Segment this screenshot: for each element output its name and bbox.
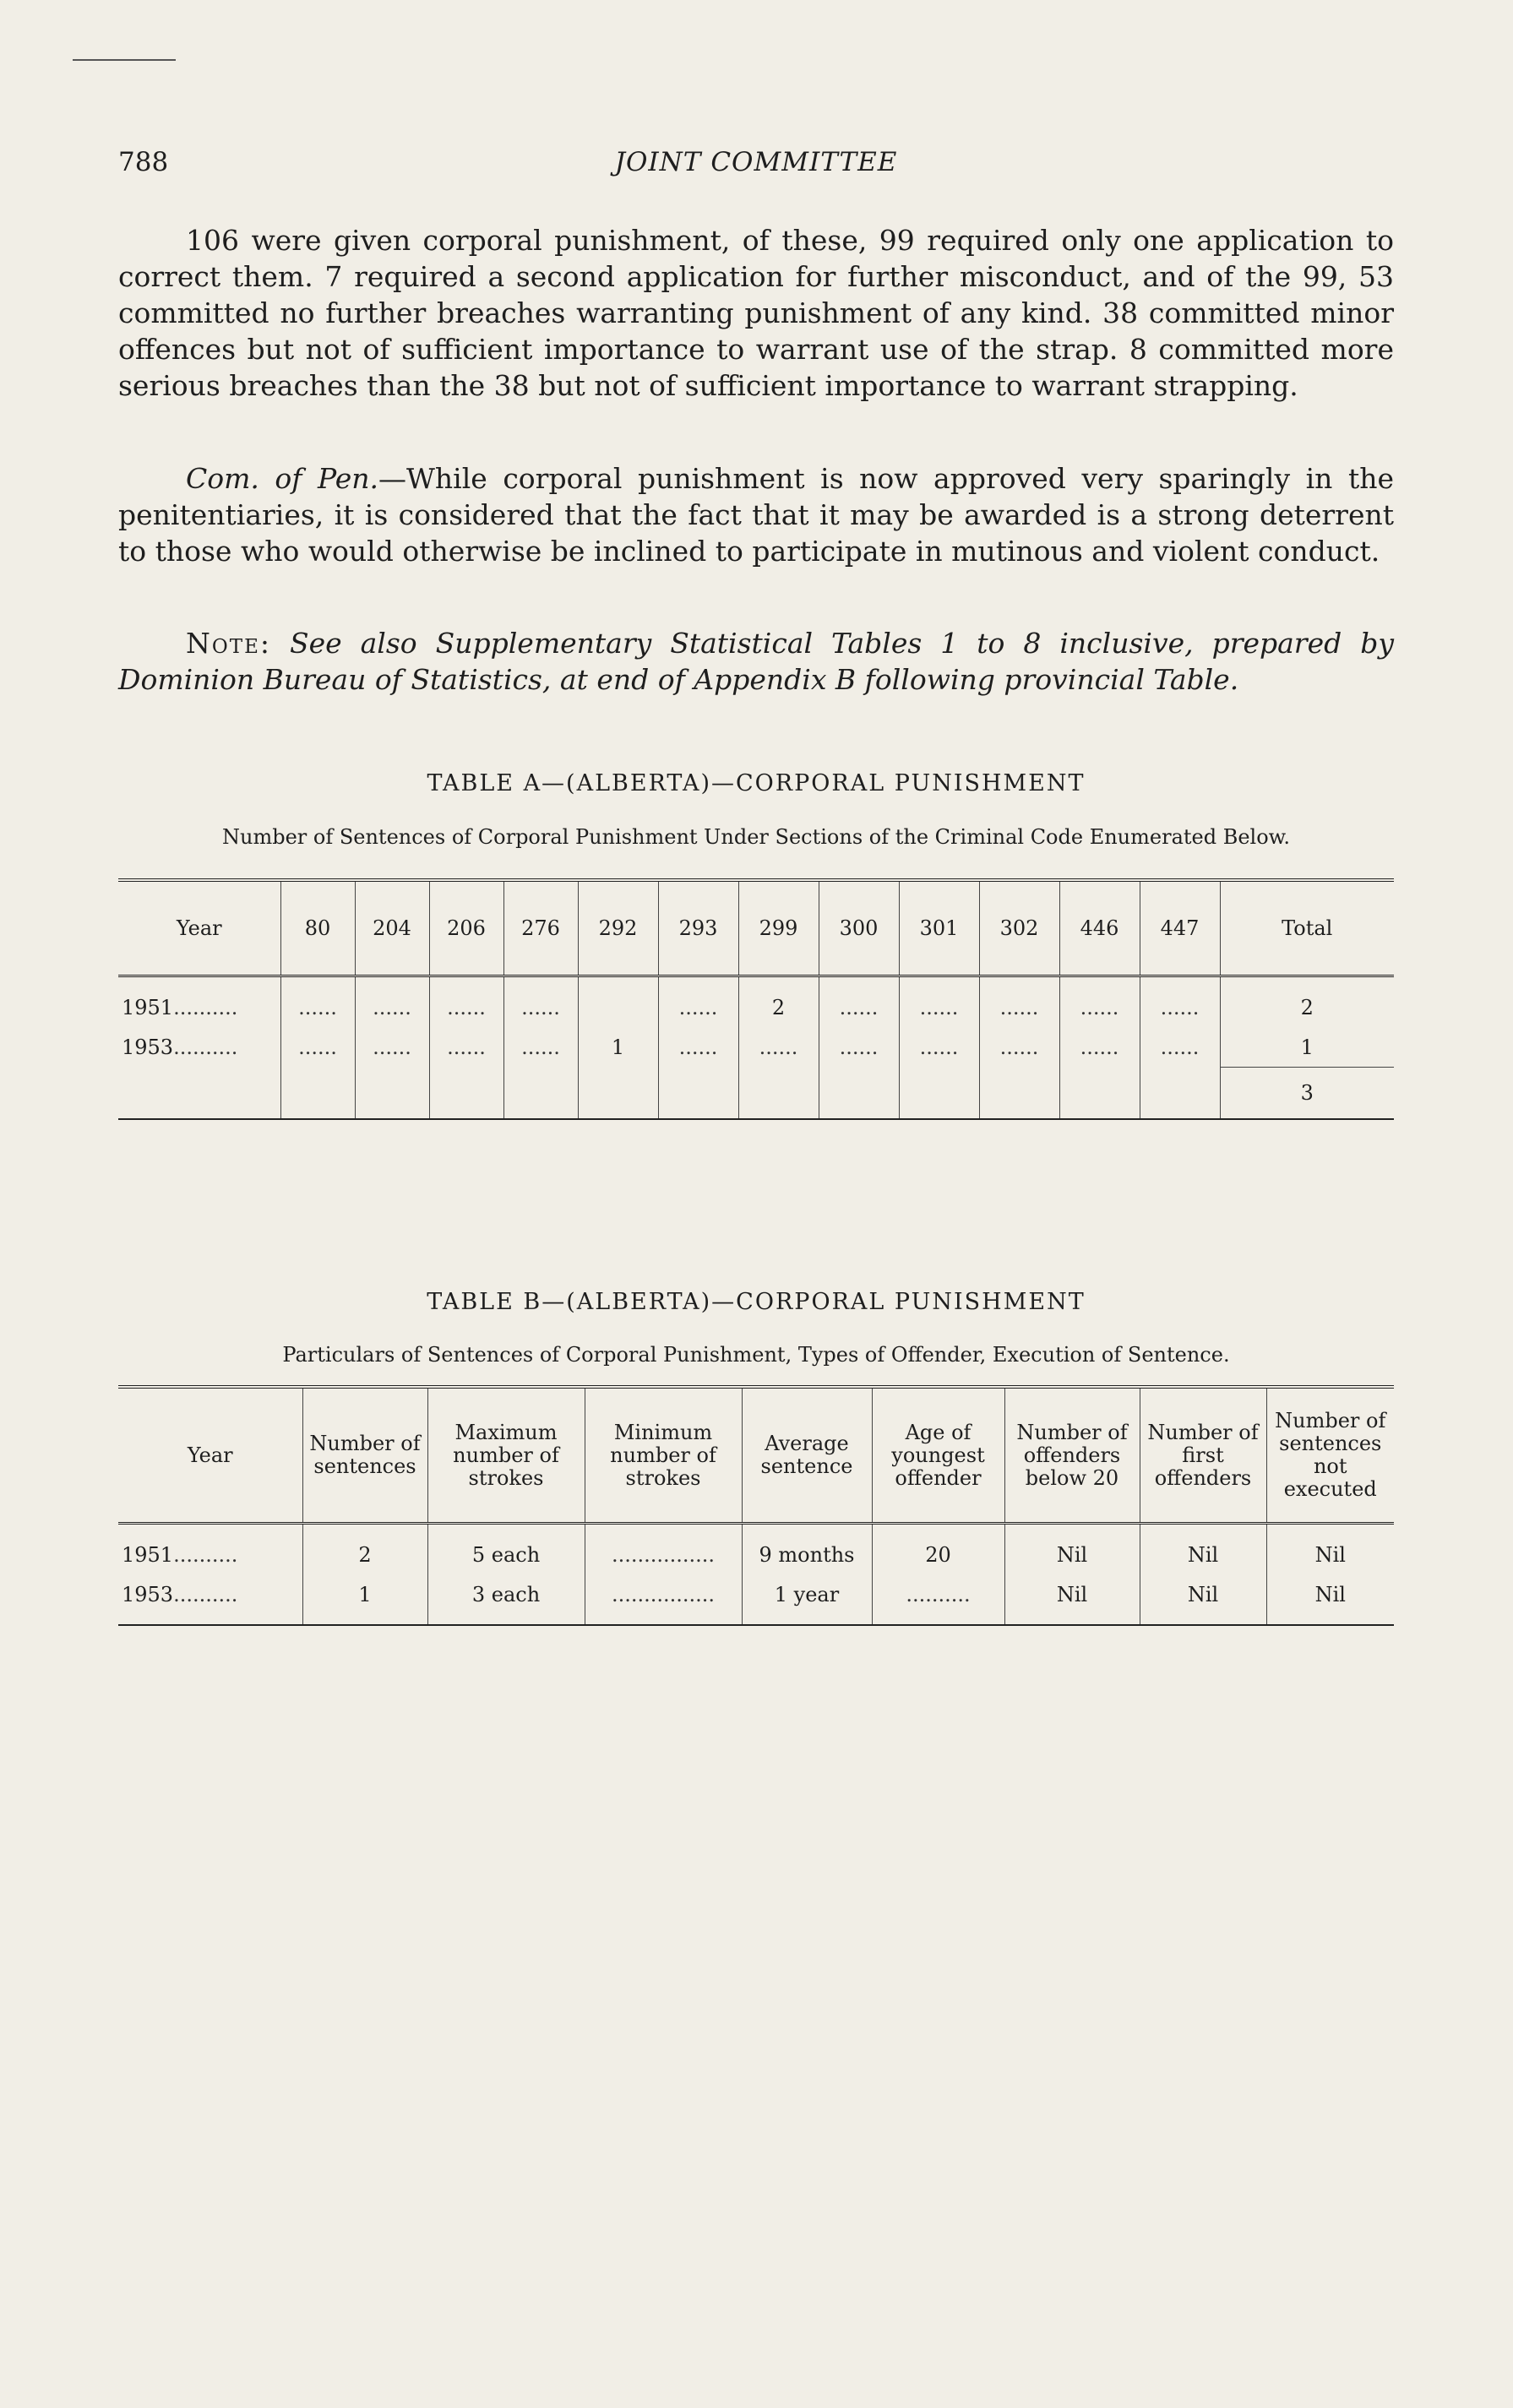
speaker-label: Com. of Pen. bbox=[186, 462, 378, 495]
column-header: 293 bbox=[658, 880, 738, 976]
column-header: Total bbox=[1220, 880, 1394, 976]
table-cell: 5 each bbox=[427, 1535, 585, 1574]
column-header: 301 bbox=[899, 880, 979, 976]
page-header bbox=[118, 147, 1394, 184]
column-header: 204 bbox=[355, 880, 429, 976]
table-cell: 3 each bbox=[427, 1574, 585, 1614]
column-header: Number of sentences bbox=[302, 1387, 427, 1524]
table-cell: 1 year bbox=[742, 1574, 872, 1614]
paragraph-statistics bbox=[118, 222, 1394, 404]
table-b-title: TABLE B—(ALBERTA)—CORPORAL PUNISHMENT bbox=[427, 1289, 1086, 1315]
table-cell-total: 2 bbox=[1220, 987, 1394, 1027]
column-header: 276 bbox=[503, 880, 578, 976]
note-label: Note: bbox=[186, 627, 271, 660]
paragraph-text: —While corporal punishment is now approved very sparingly in the penitentiaries, it is considered that the fact that it may be awarded is a strong deterrent to those who would otherwise be inclined to participate in mutinous and violent conduct. bbox=[118, 462, 1394, 568]
note-text: See also Supplementary Statistical Tables 1 to 8 inclusive, prepared by Dominion Bureau of Statistics, at end of Appendix B following provincial Table. bbox=[118, 627, 1394, 696]
table-cell: Nil bbox=[1004, 1574, 1140, 1614]
table-cell: Nil bbox=[1266, 1574, 1394, 1614]
table-row: 1953.......... ...... ...... ...... ...... 1 ...... ...... ...... ...... ...... ...... ...... 1 bbox=[118, 1027, 1394, 1068]
column-header: Age of youngest offender bbox=[872, 1387, 1004, 1524]
grand-total: 3 bbox=[1220, 1068, 1394, 1120]
table-row: 1953.......... 1 3 each ................ 1 year .......... Nil Nil Nil bbox=[118, 1574, 1394, 1614]
paragraph-text: 106 were given corporal punishment, of these, 99 required only one application to correct them. 7 required a second application for further misconduct, and of the 99, 53 committed no further breaches warranting punishment of any kind. 38 committed minor offences but not of sufficient importance to warrant use of the strap. 8 committed more serious breaches than the 38 but not of sufficient importance to warrant strapping. bbox=[118, 224, 1394, 402]
row-year: 1951 bbox=[122, 1542, 174, 1567]
running-head: JOINT COMMITTEE bbox=[614, 147, 898, 177]
table-b bbox=[118, 1385, 1394, 1626]
column-header: 292 bbox=[578, 880, 658, 976]
table-cell: 1 bbox=[578, 1027, 658, 1068]
column-header: Year bbox=[176, 916, 222, 940]
row-year: 1951 bbox=[122, 995, 174, 1019]
column-header: Year bbox=[187, 1443, 233, 1467]
table-cell: Nil bbox=[1004, 1535, 1140, 1574]
paragraph-com-of-pen bbox=[118, 460, 1394, 569]
column-header: 446 bbox=[1059, 880, 1140, 976]
table-cell: Nil bbox=[1140, 1574, 1266, 1614]
table-cell: Nil bbox=[1266, 1535, 1394, 1574]
table-cell: 20 bbox=[872, 1535, 1004, 1574]
table-row: 1951.......... ...... ...... ...... ...... ...... 2 ...... ...... ...... ...... ...... 2 bbox=[118, 987, 1394, 1027]
table-cell: 2 bbox=[302, 1535, 427, 1574]
table-cell: Nil bbox=[1140, 1535, 1266, 1574]
column-header: Average sentence bbox=[742, 1387, 872, 1524]
table-cell-total: 1 bbox=[1220, 1027, 1394, 1068]
table-b-header-row bbox=[118, 1387, 1394, 1524]
table-b-subtitle: Particulars of Sentences of Corporal Punishment, Types of Offender, Execution of Sentence. bbox=[282, 1343, 1230, 1367]
column-header: 302 bbox=[979, 880, 1059, 976]
table-a-header-row bbox=[118, 880, 1394, 976]
row-year: 1953 bbox=[122, 1035, 174, 1059]
row-year: 1953 bbox=[122, 1582, 174, 1606]
column-header: 447 bbox=[1140, 880, 1220, 976]
table-cell: 9 months bbox=[742, 1535, 872, 1574]
note-paragraph bbox=[118, 625, 1394, 698]
column-header: Number of offenders below 20 bbox=[1004, 1387, 1140, 1524]
page-number: 788 bbox=[118, 147, 169, 177]
table-a-subtitle: Number of Sentences of Corporal Punishment Under Sections of the Criminal Code Enumerated Below. bbox=[221, 825, 1291, 849]
table-cell: 1 bbox=[302, 1574, 427, 1614]
table-total-row bbox=[118, 1068, 1394, 1120]
table-a bbox=[118, 878, 1394, 1120]
column-header: Number of sentences not executed bbox=[1266, 1387, 1394, 1524]
column-header: Maximum number of strokes bbox=[427, 1387, 585, 1524]
table-a-title: TABLE A—(ALBERTA)—CORPORAL PUNISHMENT bbox=[427, 770, 1086, 796]
table-cell: 2 bbox=[738, 987, 819, 1027]
column-header: 80 bbox=[280, 880, 355, 976]
column-header: 299 bbox=[738, 880, 819, 976]
column-header: 206 bbox=[429, 880, 503, 976]
column-header: Number of first offenders bbox=[1140, 1387, 1266, 1524]
column-header: Minimum number of strokes bbox=[585, 1387, 742, 1524]
table-row: 1951.......... 2 5 each ................ 9 months 20 Nil Nil Nil bbox=[118, 1535, 1394, 1574]
column-header: 300 bbox=[819, 880, 899, 976]
top-rule bbox=[73, 59, 176, 61]
